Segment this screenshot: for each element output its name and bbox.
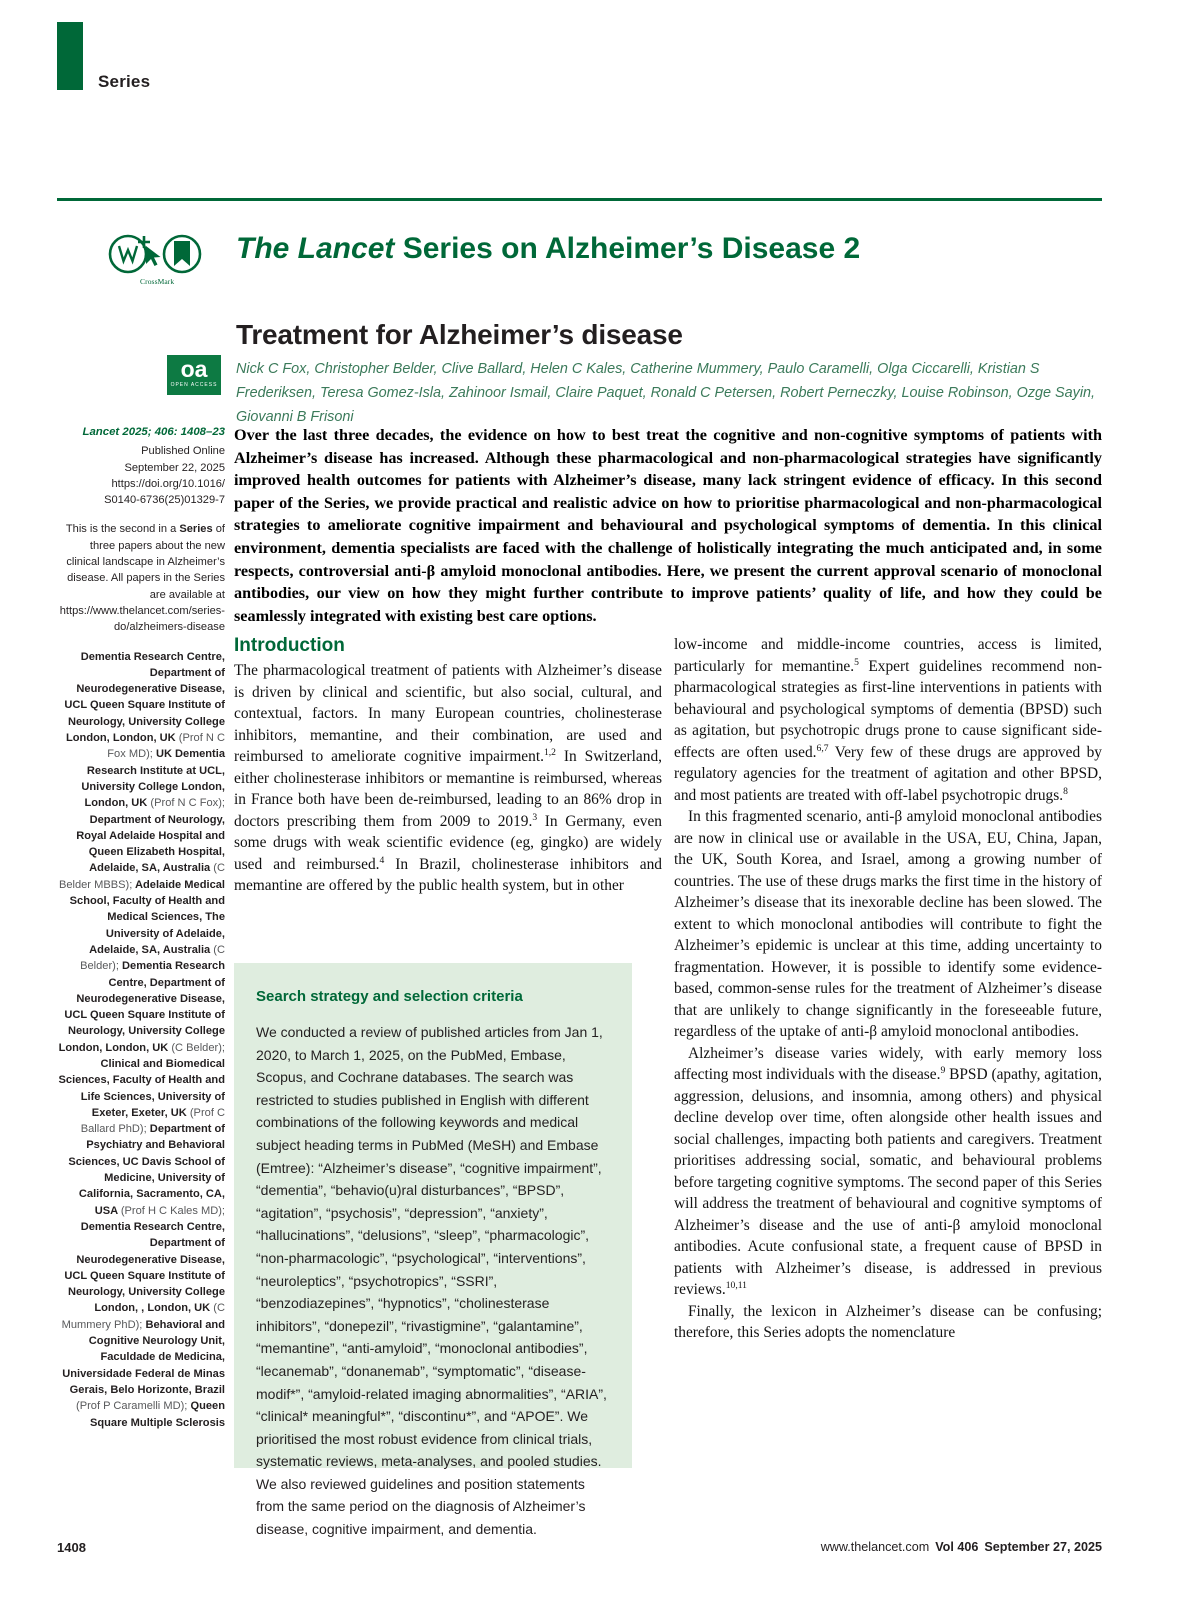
affiliations-list: Dementia Research Centre, Department of Neurodegenerative Disease, UCL Queen Square Institute of Neurology, University College London, London, UK (Prof N C Fox MD); UK Dementia Research Institute at UCL, University College London, London, UK (Prof N C Fox); Department of Neurology, Royal Adelaide Hospital and Queen Elizabeth Hospital, Adelaide, SA, Australia (C Belder MBBS); Adelaide Medical School, Faculty of Health and Medical Sciences, The University of Adelaide, Adelaide, SA, Australia (C Belder); Dementia Research Centre, Department of Neurodegenerative Disease, UCL Queen Square Institute of Neurology, University College London, London, UK (C Belder); Clinical and Biomedical Sciences, Faculty of Health and Life Sciences, University of Exeter, Exeter, UK (Prof C Ballard PhD); Department of Psychiatry and Behavioral Sciences, UC Davis School of Medicine, University of California, Sacramento, CA, USA (Prof H C Kales MD); Dementia Research Centre, Department of Neurodegenerative Disease, UCL Queen Square Institute of Neurology, University College London, , London, UK (C Mummery PhD); Behavioral and Cognitive Neurology Unit, Faculdade de Medicina, Universidade Federal de Minas Gerais, Belo Horizonte, Brazil (Prof P Caramelli MD); Queen Square Multiple Sclerosis xyxy=(58,650,225,1429)
reference-marker[interactable]: 8 xyxy=(1063,785,1068,797)
article-title: Treatment for Alzheimer’s disease xyxy=(236,318,683,350)
series-title-italic: The Lancet xyxy=(236,232,395,265)
publication-details: Published Online September 22, 2025 https://doi.org/10.1016/ S0140-6736(25)01329-7 xyxy=(104,445,225,507)
section-heading-introduction: Introduction xyxy=(234,635,345,656)
search-strategy-heading: Search strategy and selection criteria xyxy=(256,988,523,1005)
reference-marker[interactable]: 5 xyxy=(854,656,859,668)
right-paragraph-3: Alzheimer’s disease varies widely, with early memory loss affecting most individuals with the disease.$^9$ BPSD (apathy, agitation, aggression, delusions, and insomnia, among others) and physical decline develop over time, often alongside other health issues and social challenges, impacting both patients and caregivers. Treatment prioritises addressing social, somatic, and behavioural problems before targeting cognitive symptoms. The second paper of this Series will address the treatment of behavioural and cognitive symptoms of Alzheimer’s disease and the use of anti-β amyloid monoclonal antibodies. Acute confusional state, a frequent cause of BPSD in patients with Alzheimer’s disease, is addressed in previous reviews.$^{10,11}$ xyxy=(674,1044,1102,1298)
search-strategy-box xyxy=(234,963,632,1538)
series-title-rest: Series on Alzheimer’s Disease 2 xyxy=(394,232,861,265)
abstract-summary: Over the last three decades, the evidence on how to best treat the cognitive and non-cognitive symptoms of patients with Alzheimer’s disease has increased. Although these pharmacological and non-pharmacological strategies have significantly improved health outcomes for patients with Alzheimer’s disease, many lack stringent evidence of efficacy. In this second paper of the Series, we provide practical and realistic advice on how to prioritise pharmacological and non-pharmacological strategies to ameliorate cognitive impairment and behavioural and psychological symptoms of dementia. In this clinical environment, dementia specialists are faced with the challenge of holistically integrating the much anticipated and, in some respects, controversial anti-β amyloid monoclonal antibodies. Here, we present the current approval scenario of monoclonal antibodies, our view on how they might further contribute to improve patients’ quality of life, and how they could be seamlessly integrated with existing best care options. xyxy=(234,426,1102,625)
footer-date: September 27, 2025 xyxy=(984,1540,1102,1554)
reference-marker[interactable]: 1,2 xyxy=(543,746,556,758)
open-access-sublabel: OPEN ACCESS xyxy=(170,382,218,388)
body-column-right xyxy=(674,634,1102,1344)
reference-marker[interactable]: 9 xyxy=(940,1064,946,1076)
reference-marker[interactable]: 3 xyxy=(532,811,538,823)
right-paragraph-1: low-income and middle-income countries, access is limited, particularly for memantine.$^5$ Expert guidelines recommend non-pharmacological strategies as first-line interventions in patients with behavioural and psychological symptoms of dementia (BPSD) such as agitation, but psychotropic drugs prone to cause significant side-effects are often used.$^{6,7}$ Very few of these drugs are approved by regulatory agencies for the treatment of agitation and other BPSD, and most patients are treated with off-label psychotropic drugs.$^8$ xyxy=(674,636,1102,804)
footer-url[interactable]: www.thelancet.com xyxy=(820,1540,930,1554)
reference-marker[interactable]: 6,7 xyxy=(816,742,829,754)
series-note: This is the second in a Series of three papers about the new clinical landscape in Alzheimer’s disease. All papers in the Series are available at https://www.thelancet.com/series-do/alzheimers-disease xyxy=(59,523,225,634)
body-column-left xyxy=(234,634,662,897)
reference-marker[interactable]: 4 xyxy=(379,854,385,866)
intro-paragraph-1: The pharmacological treatment of patients with Alzheimer’s disease is driven by clinical and scientific, but also social, cultural, and contextual, factors. In many European countries, cholinesterase inhibitors, memantine, and their combination, are used and reimbursed to ameliorate cognitive impairment.$^{1,2}$ In Switzerland, either cholinesterase inhibitors or memantine is reimbursed, whereas in France both have been de-reimbursed, leading to an 86% drop in doctors prescribing them from 2009 to 2019.$^3$ In Germany, even some drugs with weak scientific evidence (eg, gingko) are widely used and reimbursed.$^4$ In Brazil, cholinesterase inhibitors and memantine are offered by the public health system, but in other xyxy=(234,662,663,894)
reference-marker[interactable]: 10,11 xyxy=(725,1279,747,1291)
crossmark-logo[interactable] xyxy=(104,228,224,290)
series-section-label: Series xyxy=(98,72,151,91)
search-strategy-body: We conducted a review of published articles from Jan 1, 2020, to March 1, 2025, on the PubMed, Embase, Scopus, and Cochrane databases. The search was restricted to studies published in English with different combinations of the following keywords and medical subject heading terms in PubMed (MeSH) and Embase (Emtree): “Alzheimer’s disease”, “cognitive impairment”, “dementia”, “behavio(u)ral disturbances”, “BPSD”, “agitation”, “psychosis”, “depression”, “anxiety”, “hallucinations”, “delusions”, “sleep”, “pharmacologic”, “non-pharmacologic”, “psychological”, “interventions”, “neuroleptics”, “psychotropics”, “SSRI”, “benzodiazepines”, “hypnotics”, “cholinesterase inhibitors”, “donepezil”, “rivastigmine”, “galantamine”, “memantine”, “anti-amyloid”, “monoclonal antibodies”, “lecanemab”, “donanemab”, “symptomatic”, “disease-modif*”, “amyloid-related imaging abnormalities”, “ARIA”, “clinical* meaningful*”, “discontinu*”, and “APOE”. We prioritised the most robust evidence from clinical trials, systematic reviews, meta-analyses, and pooled studies. We also reviewed guidelines and position statements from the same period on the diagnosis of Alzheimer’s disease, cognitive impairment, and dementia. xyxy=(256,1024,607,1538)
series-title xyxy=(236,232,860,266)
margin-metadata-column xyxy=(57,424,225,1431)
right-paragraph-4: Finally, the lexicon in Alzheimer’s disease can be confusing; therefore, this Series adopts the nomenclature xyxy=(674,1302,1102,1341)
footer-journal-info xyxy=(821,1540,1102,1554)
header-divider-rule xyxy=(57,198,1102,201)
series-tab-bar xyxy=(57,22,83,90)
right-paragraph-2: In this fragmented scenario, anti-β amyloid monoclonal antibodies are now in clinical use or available in the USA, EU, China, Japan, the UK, South Korea, and Israel, among a growing number of countries. The use of these drugs marks the first time in the history of Alzheimer’s disease that its inexorable decline has been slowed. The extent to which monoclonal antibodies will contribute to fight the Alzheimer’s epidemic is unclear at this time, adding uncertainty to fragmentation. However, it is possible to identify some evidence-based, common-sense rules for the treatment of Alzheimer’s disease that are unlikely to change significantly in the foreseeable future, regardless of the uptake of anti-β amyloid monoclonal antibodies. xyxy=(674,808,1102,1040)
open-access-letters: oa xyxy=(180,356,208,382)
author-list: Nick C Fox, Christopher Belder, Clive Ballard, Helen C Kales, Catherine Mummery, Paulo Caramelli, Olga Ciccarelli, Kristian S Frederiksen, Teresa Gomez-Isla, Zahinoor Ismail, Claire Paquet, Ronald C Petersen, Robert Perneczky, Louise Robinson, Ozge Sayin, Giovanni B Frisoni xyxy=(236,361,1096,425)
open-access-badge[interactable] xyxy=(167,355,221,395)
crossmark-caption: CrossMark xyxy=(140,277,175,286)
footer-page-number: 1408 xyxy=(57,1540,86,1555)
citation-line: Lancet 2025; 406: 1408–23 xyxy=(82,426,225,438)
footer-volume: Vol 406 xyxy=(935,1540,979,1554)
